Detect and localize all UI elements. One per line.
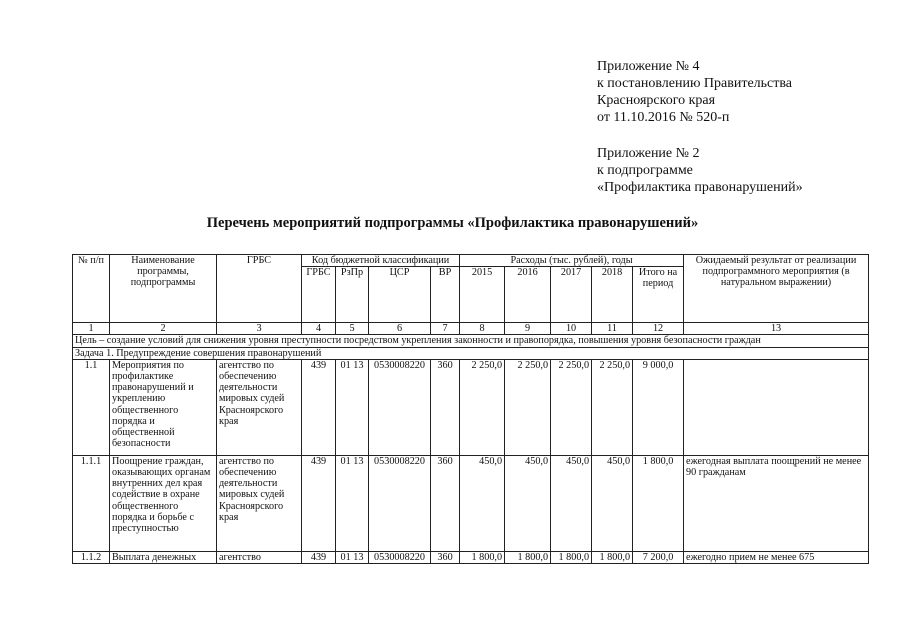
header-costs: Расходы (тыс. рублей), годы [460,255,684,267]
measures-table [72,254,869,564]
grbs-code: 439 [302,551,336,563]
expected-result [684,359,869,455]
cost-2017: 2 250,0 [551,359,592,455]
grbs-code: 439 [302,455,336,551]
column-number: 4 [302,323,336,335]
column-number: 12 [633,323,684,335]
grbs-name: агентство по обеспечению деятельности мировых судей Красноярского края [217,359,302,455]
appendix-line: от 11.10.2016 № 520-п [597,110,730,125]
table-row [73,551,869,563]
header-grbs: ГРБС [217,255,302,323]
cost-2018: 1 800,0 [592,551,633,563]
subheader-total: Итого на период [633,267,684,323]
row-number: 1.1 [73,359,110,455]
subheader-2015: 2015 [460,267,505,323]
grbs-code: 439 [302,359,336,455]
cost-2018: 2 250,0 [592,359,633,455]
subheader-2016: 2016 [505,267,551,323]
appendix-2-block [597,145,803,196]
column-number: 3 [217,323,302,335]
appendix-line: Приложение № 2 [597,146,700,161]
column-number: 10 [551,323,592,335]
cost-2016: 1 800,0 [505,551,551,563]
csr-code: 0530008220 [369,359,431,455]
subheader-rzpr: РзПр [336,267,369,323]
column-number: 5 [336,323,369,335]
column-number: 8 [460,323,505,335]
column-number: 11 [592,323,633,335]
cost-2018: 450,0 [592,455,633,551]
appendix-4-block [597,58,792,126]
column-number: 6 [369,323,431,335]
subheader-vr: ВР [431,267,460,323]
expected-result: ежегодно прием не менее 675 [684,551,869,563]
cost-2016: 450,0 [505,455,551,551]
cost-2017: 1 800,0 [551,551,592,563]
cost-2016: 2 250,0 [505,359,551,455]
document-title: Перечень мероприятий подпрограммы «Профилактика правонарушений» [206,215,699,231]
table-row [73,455,869,551]
cost-total: 7 200,0 [633,551,684,563]
csr-code: 0530008220 [369,455,431,551]
header-name: Наименование программы, подпрограммы [110,255,217,323]
appendix-line: Приложение № 4 [597,59,700,74]
expected-result: ежегодная выплата поощрений не менее 90 гражданам [684,455,869,551]
csr-code: 0530008220 [369,551,431,563]
subheader-csr: ЦСР [369,267,431,323]
row-number: 1.1.2 [73,551,110,563]
cost-2017: 450,0 [551,455,592,551]
column-number: 1 [73,323,110,335]
header-number: № п/п [73,255,110,323]
goal-row: Цель – создание условий для снижения уровня преступности посредством укрепления законности и правопорядка, повышения уровня безопасности граждан [73,335,869,347]
header-budget-code: Код бюджетной классификации [302,255,460,267]
measure-name: Поощрение граждан, оказывающих органам внутренних дел края содействие в охране общественного порядка и борьбе с преступностью [110,455,217,551]
column-number: 7 [431,323,460,335]
column-number: 13 [684,323,869,335]
vr-code: 360 [431,359,460,455]
cost-2015: 1 800,0 [460,551,505,563]
grbs-name: агентство по обеспечению деятельности мировых судей Красноярского края [217,455,302,551]
subheader-grbs: ГРБС [302,267,336,323]
rzpr-code: 01 13 [336,359,369,455]
column-number: 2 [110,323,217,335]
appendix-line: Красноярского края [597,93,716,108]
measure-name: Выплата денежных [110,551,217,563]
rzpr-code: 01 13 [336,551,369,563]
cost-2015: 2 250,0 [460,359,505,455]
grbs-name: агентство [217,551,302,563]
row-number: 1.1.1 [73,455,110,551]
cost-total: 1 800,0 [633,455,684,551]
column-number: 9 [505,323,551,335]
subheader-2017: 2017 [551,267,592,323]
measure-name: Мероприятия по профилактике правонарушений и укреплению общественного порядка и общественной безопасности [110,359,217,455]
subheader-2018: 2018 [592,267,633,323]
appendix-line: «Профилактика правонарушений» [597,180,803,195]
table-row [73,359,869,455]
column-numbers-row [73,323,869,335]
vr-code: 360 [431,455,460,551]
vr-code: 360 [431,551,460,563]
appendix-line: к подпрограмме [597,163,693,178]
appendix-line: к постановлению Правительства [597,76,793,91]
task-row: Задача 1. Предупреждение совершения правонарушений [73,347,869,359]
header-result: Ожидаемый результат от реализации подпрограммного мероприятия (в натуральном выражении) [684,255,869,323]
rzpr-code: 01 13 [336,455,369,551]
cost-2015: 450,0 [460,455,505,551]
cost-total: 9 000,0 [633,359,684,455]
